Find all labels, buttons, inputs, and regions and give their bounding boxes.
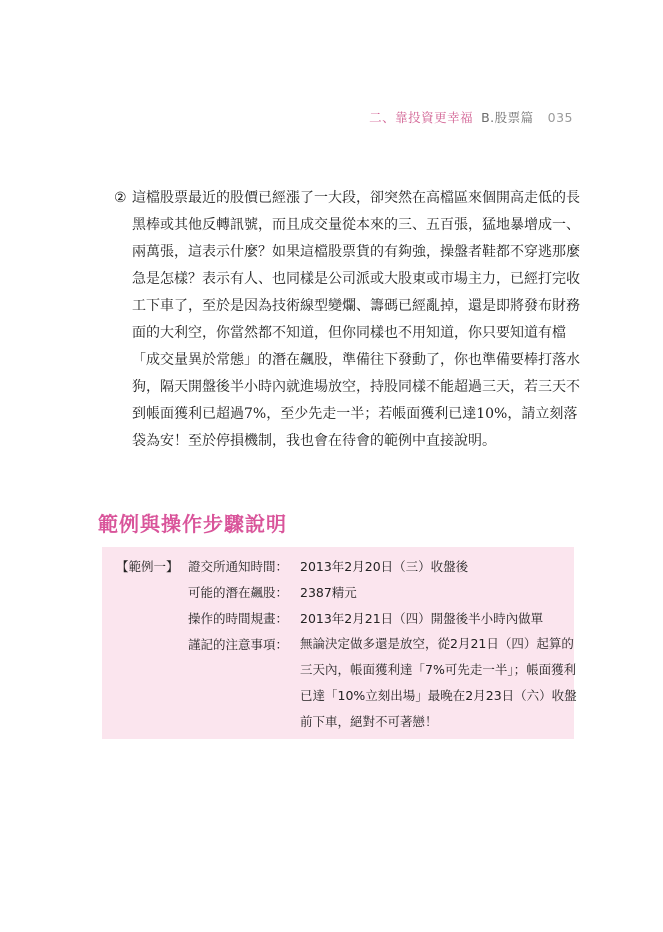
example-key: 謹記的注意事項：	[188, 637, 289, 652]
running-header	[369, 108, 573, 126]
example-tag: 【範例一】	[116, 559, 179, 574]
example-key: 可能的潛在飆股：	[188, 585, 289, 600]
example-value: 2013年2月21日（四）開盤後半小時內做單	[300, 611, 544, 626]
list-marker: ②	[114, 190, 127, 206]
section-heading: 範例與操作步驟說明	[98, 512, 287, 536]
section-label: B.股票篇	[481, 110, 534, 125]
example-value: 2387精元	[300, 585, 357, 600]
example-value: 無論決定做多還是放空，從2月21日（四）起算的三天內，帳面獲利達「7%可先走一半」；帳面獲利已達「10%立刻出場」最晚在2月23日（六）收盤前下車，絕對不可著戀！	[300, 636, 577, 729]
example-key: 證交所通知時間：	[188, 559, 289, 574]
chapter-title: 二、靠投資更幸福	[369, 110, 474, 125]
example-key: 操作的時間規畫：	[188, 611, 289, 626]
body-paragraph-block	[114, 185, 584, 455]
body-paragraph-text: 這檔股票最近的股價已經漲了一大段，卻突然在高檔區來個開高走低的長黑棒或其他反轉訊號，而且成交量從本來的三、五百張，猛地暴增成一、兩萬張，這表示什麼？如果這檔股票貨的有夠強，操盤者鞋都不穿逃那麼急是怎樣？表示有人、也同樣是公司派或大股東或市場主力，已經打完收工下車了，至於是因為技術線型變爛、籌碼已經亂掉，還是即將發布財務面的大利空，你當然都不知道，但你同樣也不用知道，你只要知道有檔「成交量異於常態」的潛在飆股，準備往下發動了，你也準備要棒打落水狗，隔天開盤後半小時內就進場放空，持股同樣不能超過三天，若三天不到帳面獲利已超過7%，至少先走一半；若帳面獲利已達10%，請立刻落袋為安！至於停損機制，我也會在待會的範例中直接說明。	[132, 190, 580, 449]
page-number: 035	[547, 110, 573, 125]
example-box	[102, 547, 577, 739]
example-value: 2013年2月20日（三）收盤後	[300, 559, 469, 574]
body-paragraph	[114, 185, 584, 455]
